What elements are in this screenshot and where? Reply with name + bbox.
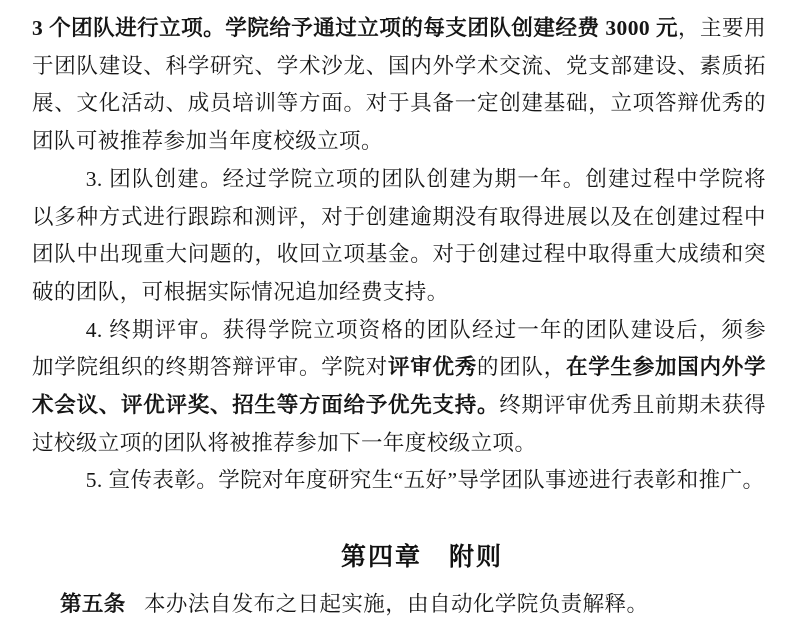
text-run: 3. 团队创建。经过学院立项的团队创建为期一年。创建过程中学院将以多种方式进行跟踪和测评，对于创建逾期没有取得进展以及在创建过程中团队中出现重大问题的，收回立项基金。对于创建过程中取得重大成绩和突破的团队，可根据实际情况追加经费支持。 [32, 166, 766, 304]
clause-number: 第五条 [59, 592, 126, 617]
body-paragraph-team-creation [32, 161, 766, 312]
final-clause [32, 585, 766, 623]
bold-text-run: 3 个团队进行立项。学院给予通过立项的每支团队创建经费 3000 元 [32, 16, 679, 40]
bold-text-run: 评审优秀 [388, 355, 478, 380]
clause-text: 本办法自发布之日起实施，由自动化学院负责解释。 [144, 592, 649, 617]
text-run: 4. 终期评审。获得学院立项资格的团队经过一年的团队建设后，须参加学院组织的终期答辩评审。学院对 [32, 317, 766, 380]
text-run: 的团队， [477, 355, 567, 380]
chapter-heading: 第四章 附则 [340, 543, 503, 572]
body-paragraph-final-review [32, 312, 766, 463]
text-run: ，主要用于团队建设、科学研究、学术沙龙、国内外学术交流、党支部建设、素质拓展、文化活动、成员培训等方面。对于具备一定创建基础，立项答辩优秀的团队可被推荐参加当年度校级立项。 [32, 16, 766, 154]
body-paragraph-continuation [32, 10, 766, 161]
body-paragraph-publicity [32, 462, 766, 500]
text-run: 5. 宣传表彰。学院对年度研究生“五好”导学团队事迹进行表彰和推广。 [85, 468, 765, 493]
bold-text-run: 在学生参加国内外学术会议、评优评奖、招生等方面给予优先支持。 [32, 355, 766, 418]
text-run: 终期评审优秀且前期未获得过校级立项的团队将被推荐参加下一年度校级立项。 [32, 393, 766, 455]
